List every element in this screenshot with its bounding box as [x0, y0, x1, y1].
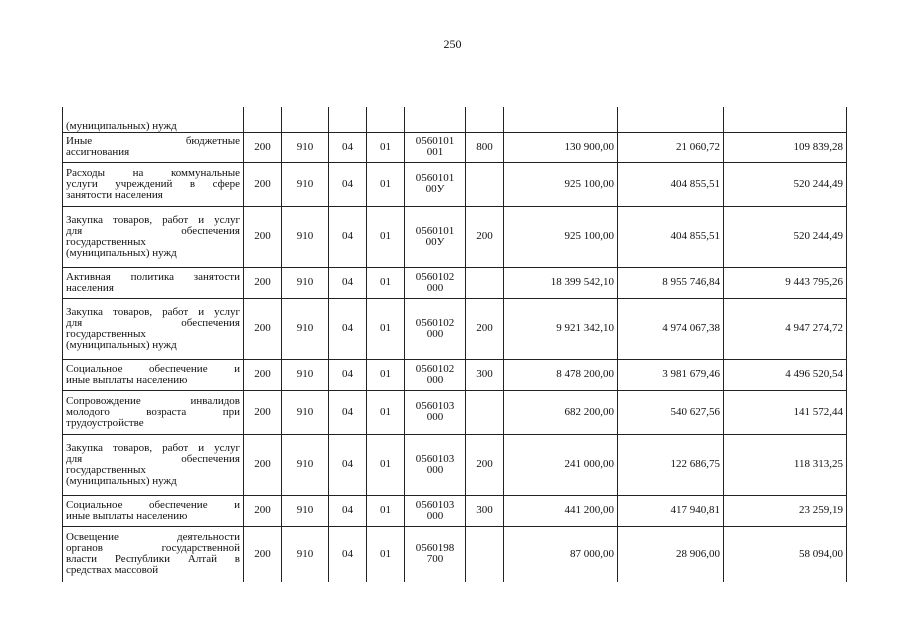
description-line: государственных — [66, 235, 146, 248]
cell-amount-remaining: 141 572,44 — [724, 390, 847, 434]
cell-amount-planned: 130 900,00 — [504, 132, 618, 162]
description-line: Сопровождение инвалидов — [66, 394, 240, 407]
target-code-line: 000 — [426, 509, 444, 522]
table-row — [63, 434, 847, 495]
cell-amount-remaining: 520 244,49 — [724, 162, 847, 206]
cell-code-c4: 01 — [367, 390, 405, 434]
cell-code-c1: 200 — [244, 359, 282, 390]
cell-description — [63, 206, 244, 267]
description-line: Освещение деятельности — [66, 531, 240, 544]
description-line: (муниципальных) нужд — [66, 119, 177, 132]
description-line: занятости населения — [66, 188, 163, 201]
cell-code-c3 — [329, 107, 367, 132]
cell-amount-remaining: 4 947 274,72 — [724, 298, 847, 359]
target-code-line: 0560103 — [415, 452, 455, 465]
cell-target-code — [405, 267, 466, 298]
description-line: государственных — [66, 463, 146, 476]
cell-expense-type: 300 — [466, 495, 504, 526]
cell-amount-executed — [618, 107, 724, 132]
cell-code-c3: 04 — [329, 390, 367, 434]
cell-code-c1 — [244, 107, 282, 132]
cell-expense-type — [466, 267, 504, 298]
description-line: Социальное обеспечение и — [66, 362, 240, 375]
description-line: государственных — [66, 327, 146, 340]
target-code-line: 000 — [426, 463, 444, 476]
cell-amount-executed: 8 955 746,84 — [618, 267, 724, 298]
target-code-line: 0560198 — [415, 542, 455, 555]
target-code-line: 0560101 — [415, 135, 455, 147]
cell-description — [63, 162, 244, 206]
table-row — [63, 206, 847, 267]
description-line: Закупка товаров, работ и услуг — [66, 305, 240, 318]
target-code-line: 00У — [425, 183, 445, 195]
cell-code-c3: 04 — [329, 267, 367, 298]
cell-expense-type — [466, 390, 504, 434]
cell-code-c2: 910 — [282, 298, 329, 359]
cell-code-c4: 01 — [367, 162, 405, 206]
cell-amount-executed: 3 981 679,46 — [618, 359, 724, 390]
cell-code-c1: 200 — [244, 132, 282, 162]
cell-target-code — [405, 132, 466, 162]
cell-amount-planned: 925 100,00 — [504, 206, 618, 267]
cell-amount-planned: 18 399 542,10 — [504, 267, 618, 298]
description-line: для обеспечения — [66, 452, 240, 465]
cell-code-c3: 04 — [329, 495, 367, 526]
description-line: (муниципальных) нужд — [66, 246, 177, 259]
target-code-line: 0560102 — [415, 316, 455, 329]
cell-amount-remaining: 23 259,19 — [724, 495, 847, 526]
cell-code-c1: 200 — [244, 267, 282, 298]
target-code-line: 0560101 — [415, 172, 455, 184]
budget-table-container — [62, 107, 846, 582]
cell-amount-remaining: 118 313,25 — [724, 434, 847, 495]
cell-description — [63, 107, 244, 132]
cell-code-c1: 200 — [244, 390, 282, 434]
description-line: власти Республики Алтай в — [66, 553, 240, 566]
cell-expense-type: 200 — [466, 298, 504, 359]
cell-code-c3: 04 — [329, 298, 367, 359]
cell-description — [63, 495, 244, 526]
cell-code-c2: 910 — [282, 162, 329, 206]
cell-amount-planned: 925 100,00 — [504, 162, 618, 206]
cell-code-c4: 01 — [367, 132, 405, 162]
target-code-line: 000 — [426, 281, 444, 294]
cell-expense-type — [466, 526, 504, 582]
description-line: (муниципальных) нужд — [66, 338, 177, 351]
description-line: Социальное обеспечение и — [66, 498, 240, 511]
target-code-line: 0560101 — [415, 224, 455, 237]
cell-description — [63, 298, 244, 359]
cell-code-c4 — [367, 107, 405, 132]
cell-code-c1: 200 — [244, 526, 282, 582]
cell-target-code — [405, 162, 466, 206]
cell-description — [63, 390, 244, 434]
cell-amount-planned: 241 000,00 — [504, 434, 618, 495]
cell-code-c4: 01 — [367, 495, 405, 526]
table-row — [63, 162, 847, 206]
cell-amount-planned — [504, 107, 618, 132]
cell-amount-remaining: 58 094,00 — [724, 526, 847, 582]
cell-code-c2: 910 — [282, 390, 329, 434]
description-line: для обеспечения — [66, 224, 240, 237]
cell-code-c2 — [282, 107, 329, 132]
cell-code-c3: 04 — [329, 206, 367, 267]
cell-code-c4: 01 — [367, 206, 405, 267]
target-code-line: 0560103 — [415, 498, 455, 511]
table-row — [63, 359, 847, 390]
cell-amount-executed: 4 974 067,38 — [618, 298, 724, 359]
cell-expense-type: 300 — [466, 359, 504, 390]
cell-code-c2: 910 — [282, 434, 329, 495]
cell-code-c2: 910 — [282, 206, 329, 267]
target-code-line: 0560102 — [415, 362, 455, 375]
cell-target-code — [405, 434, 466, 495]
budget-table-body — [63, 107, 847, 582]
cell-code-c1: 200 — [244, 206, 282, 267]
cell-code-c1: 200 — [244, 162, 282, 206]
description-line: молодого возраста при — [66, 405, 240, 418]
table-row — [63, 298, 847, 359]
cell-amount-executed: 21 060,72 — [618, 132, 724, 162]
cell-code-c2: 910 — [282, 359, 329, 390]
target-code-line: 700 — [426, 553, 444, 566]
description-line: трудоустройстве — [66, 416, 144, 429]
cell-amount-executed: 404 855,51 — [618, 206, 724, 267]
description-line: Иные бюджетные — [66, 135, 240, 147]
cell-amount-planned: 441 200,00 — [504, 495, 618, 526]
cell-code-c1: 200 — [244, 434, 282, 495]
cell-code-c4: 01 — [367, 434, 405, 495]
cell-amount-planned: 682 200,00 — [504, 390, 618, 434]
description-line: услуги учреждений в сфере — [66, 177, 240, 190]
cell-expense-type — [466, 107, 504, 132]
cell-code-c1: 200 — [244, 495, 282, 526]
cell-target-code — [405, 298, 466, 359]
description-line: Закупка товаров, работ и услуг — [66, 441, 240, 454]
cell-code-c2: 910 — [282, 526, 329, 582]
cell-description — [63, 267, 244, 298]
cell-code-c3: 04 — [329, 132, 367, 162]
cell-amount-planned: 9 921 342,10 — [504, 298, 618, 359]
target-code-line: 0560102 — [415, 270, 455, 283]
cell-amount-planned: 87 000,00 — [504, 526, 618, 582]
cell-amount-remaining: 109 839,28 — [724, 132, 847, 162]
cell-description — [63, 359, 244, 390]
budget-table — [62, 107, 847, 582]
page-number: 250 — [443, 37, 462, 51]
cell-description — [63, 132, 244, 162]
table-row — [63, 526, 847, 582]
cell-target-code — [405, 495, 466, 526]
cell-target-code — [405, 526, 466, 582]
description-line: Закупка товаров, работ и услуг — [66, 213, 240, 226]
target-code-line: 00У — [425, 235, 445, 248]
description-line: органов государственной — [66, 542, 240, 555]
cell-code-c3: 04 — [329, 359, 367, 390]
cell-amount-remaining: 4 496 520,54 — [724, 359, 847, 390]
cell-expense-type: 200 — [466, 434, 504, 495]
description-line: иные выплаты населению — [66, 509, 188, 522]
cell-code-c3: 04 — [329, 434, 367, 495]
cell-target-code — [405, 206, 466, 267]
description-line: (муниципальных) нужд — [66, 474, 177, 487]
cell-expense-type: 800 — [466, 132, 504, 162]
target-code-line: 000 — [426, 327, 444, 340]
cell-amount-executed: 540 627,56 — [618, 390, 724, 434]
cell-code-c2: 910 — [282, 132, 329, 162]
cell-target-code — [405, 107, 466, 132]
description-line: населения — [66, 281, 114, 294]
cell-code-c4: 01 — [367, 267, 405, 298]
cell-amount-executed: 122 686,75 — [618, 434, 724, 495]
cell-code-c3: 04 — [329, 162, 367, 206]
cell-amount-executed: 404 855,51 — [618, 162, 724, 206]
target-code-line: 001 — [426, 146, 444, 158]
table-row — [63, 107, 847, 132]
table-row — [63, 495, 847, 526]
cell-amount-planned: 8 478 200,00 — [504, 359, 618, 390]
description-line: Активная политика занятости — [66, 270, 240, 283]
cell-code-c3: 04 — [329, 526, 367, 582]
cell-target-code — [405, 390, 466, 434]
cell-expense-type — [466, 162, 504, 206]
cell-description — [63, 526, 244, 582]
cell-amount-remaining: 520 244,49 — [724, 206, 847, 267]
cell-expense-type: 200 — [466, 206, 504, 267]
table-row — [63, 390, 847, 434]
description-line: иные выплаты населению — [66, 373, 188, 386]
target-code-line: 000 — [426, 373, 444, 386]
description-line: для обеспечения — [66, 316, 240, 329]
cell-code-c4: 01 — [367, 526, 405, 582]
cell-code-c2: 910 — [282, 267, 329, 298]
cell-target-code — [405, 359, 466, 390]
description-line: средствах массовой — [66, 564, 159, 577]
cell-amount-remaining: 9 443 795,26 — [724, 267, 847, 298]
target-code-line: 000 — [426, 411, 444, 423]
table-row — [63, 267, 847, 298]
target-code-line: 0560103 — [415, 400, 455, 412]
description-line: ассигнования — [66, 146, 130, 158]
cell-code-c4: 01 — [367, 359, 405, 390]
description-line: Расходы на коммунальные — [66, 166, 240, 179]
cell-description — [63, 434, 244, 495]
cell-amount-executed: 28 906,00 — [618, 526, 724, 582]
table-row — [63, 132, 847, 162]
cell-amount-executed: 417 940,81 — [618, 495, 724, 526]
cell-code-c1: 200 — [244, 298, 282, 359]
cell-code-c2: 910 — [282, 495, 329, 526]
cell-code-c4: 01 — [367, 298, 405, 359]
cell-amount-remaining — [724, 107, 847, 132]
